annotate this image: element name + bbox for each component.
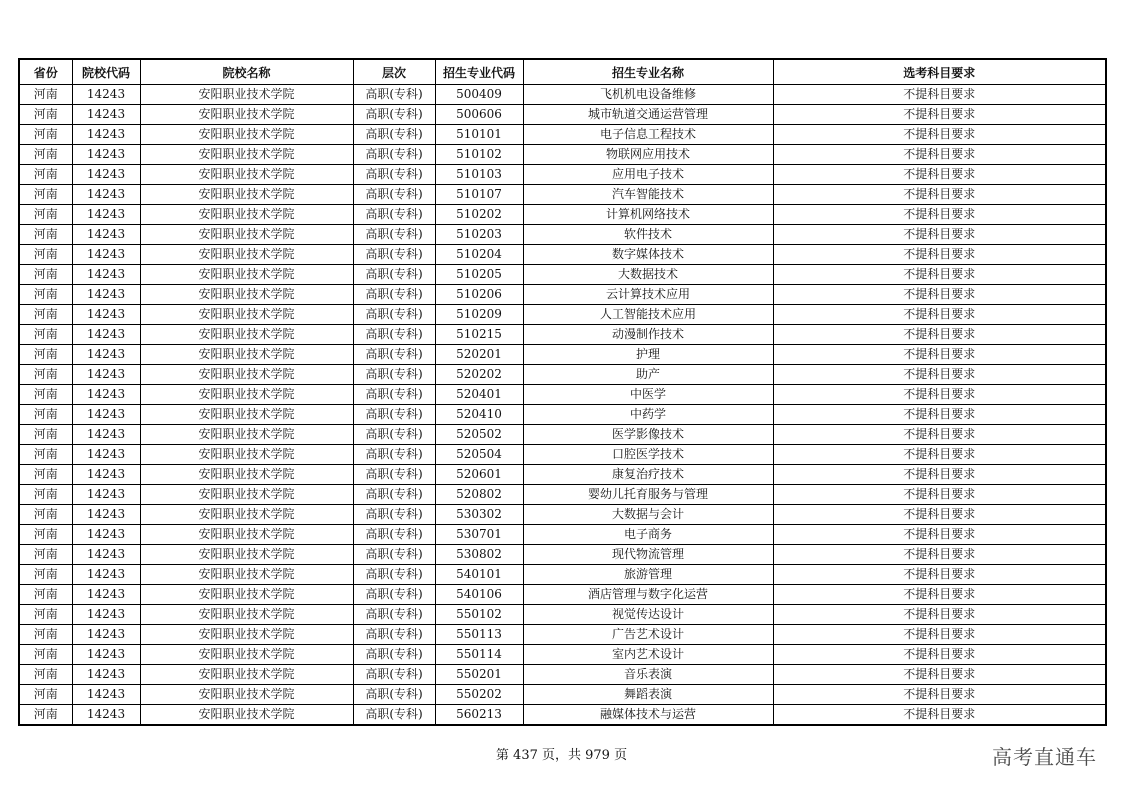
cell-major-name: 舞蹈表演	[523, 685, 773, 705]
cell-major-code: 530302	[435, 505, 523, 525]
column-header-major-name: 招生专业名称	[523, 59, 773, 85]
cell-level: 高职(专科)	[353, 565, 435, 585]
cell-school-name: 安阳职业技术学院	[140, 465, 353, 485]
cell-province: 河南	[19, 365, 72, 385]
cell-major-code: 510209	[435, 305, 523, 325]
cell-major-code: 510205	[435, 265, 523, 285]
page-number: 第 437 页，共 979 页	[495, 748, 628, 763]
cell-subject-requirement: 不提科目要求	[773, 605, 1106, 625]
cell-level: 高职(专科)	[353, 245, 435, 265]
cell-major-name: 融媒体技术与运营	[523, 705, 773, 726]
cell-school-name: 安阳职业技术学院	[140, 605, 353, 625]
cell-major-code: 560213	[435, 705, 523, 726]
cell-level: 高职(专科)	[353, 545, 435, 565]
table-row	[19, 625, 1106, 645]
cell-school-name: 安阳职业技术学院	[140, 325, 353, 345]
cell-subject-requirement: 不提科目要求	[773, 665, 1106, 685]
cell-school-name: 安阳职业技术学院	[140, 665, 353, 685]
cell-major-name: 康复治疗技术	[523, 465, 773, 485]
cell-subject-requirement: 不提科目要求	[773, 525, 1106, 545]
cell-subject-requirement: 不提科目要求	[773, 325, 1106, 345]
cell-major-code: 510202	[435, 205, 523, 225]
cell-major-name: 护理	[523, 345, 773, 365]
table-row	[19, 345, 1106, 365]
table-row	[19, 205, 1106, 225]
cell-school-code: 14243	[72, 425, 140, 445]
column-header-subject-requirement: 选考科目要求	[773, 59, 1106, 85]
cell-subject-requirement: 不提科目要求	[773, 445, 1106, 465]
cell-school-code: 14243	[72, 665, 140, 685]
cell-major-code: 510215	[435, 325, 523, 345]
cell-school-code: 14243	[72, 265, 140, 285]
cell-province: 河南	[19, 625, 72, 645]
cell-school-name: 安阳职业技术学院	[140, 185, 353, 205]
cell-major-code: 550114	[435, 645, 523, 665]
table-row	[19, 385, 1106, 405]
cell-province: 河南	[19, 585, 72, 605]
cell-province: 河南	[19, 605, 72, 625]
cell-subject-requirement: 不提科目要求	[773, 285, 1106, 305]
cell-major-code: 510102	[435, 145, 523, 165]
cell-major-name: 酒店管理与数字化运营	[523, 585, 773, 605]
cell-subject-requirement: 不提科目要求	[773, 625, 1106, 645]
cell-major-name: 大数据技术	[523, 265, 773, 285]
table-row	[19, 645, 1106, 665]
cell-level: 高职(专科)	[353, 225, 435, 245]
table-row	[19, 305, 1106, 325]
table-row	[19, 425, 1106, 445]
cell-school-code: 14243	[72, 245, 140, 265]
cell-major-name: 音乐表演	[523, 665, 773, 685]
cell-school-name: 安阳职业技术学院	[140, 405, 353, 425]
cell-major-code: 520201	[435, 345, 523, 365]
cell-major-code: 520802	[435, 485, 523, 505]
cell-major-code: 550102	[435, 605, 523, 625]
cell-school-code: 14243	[72, 445, 140, 465]
cell-subject-requirement: 不提科目要求	[773, 225, 1106, 245]
cell-school-code: 14243	[72, 385, 140, 405]
table-row	[19, 105, 1106, 125]
cell-school-name: 安阳职业技术学院	[140, 225, 353, 245]
cell-school-name: 安阳职业技术学院	[140, 165, 353, 185]
cell-subject-requirement: 不提科目要求	[773, 545, 1106, 565]
cell-major-code: 510206	[435, 285, 523, 305]
cell-level: 高职(专科)	[353, 125, 435, 145]
table-row	[19, 505, 1106, 525]
cell-major-name: 中医学	[523, 385, 773, 405]
cell-province: 河南	[19, 305, 72, 325]
cell-major-code: 510101	[435, 125, 523, 145]
cell-school-code: 14243	[72, 285, 140, 305]
cell-school-code: 14243	[72, 145, 140, 165]
cell-school-code: 14243	[72, 465, 140, 485]
cell-province: 河南	[19, 425, 72, 445]
cell-school-name: 安阳职业技术学院	[140, 505, 353, 525]
cell-level: 高职(专科)	[353, 685, 435, 705]
cell-school-name: 安阳职业技术学院	[140, 105, 353, 125]
table-row	[19, 485, 1106, 505]
column-header-major-code: 招生专业代码	[435, 59, 523, 85]
cell-school-name: 安阳职业技术学院	[140, 445, 353, 465]
cell-subject-requirement: 不提科目要求	[773, 465, 1106, 485]
cell-major-code: 520601	[435, 465, 523, 485]
cell-major-code: 540106	[435, 585, 523, 605]
cell-province: 河南	[19, 225, 72, 245]
table-row	[19, 165, 1106, 185]
cell-major-name: 电子商务	[523, 525, 773, 545]
cell-level: 高职(专科)	[353, 445, 435, 465]
cell-subject-requirement: 不提科目要求	[773, 565, 1106, 585]
cell-school-code: 14243	[72, 625, 140, 645]
cell-school-name: 安阳职业技术学院	[140, 485, 353, 505]
cell-province: 河南	[19, 105, 72, 125]
cell-school-code: 14243	[72, 645, 140, 665]
cell-major-code: 500409	[435, 85, 523, 105]
cell-major-name: 大数据与会计	[523, 505, 773, 525]
cell-school-name: 安阳职业技术学院	[140, 705, 353, 726]
cell-school-name: 安阳职业技术学院	[140, 205, 353, 225]
cell-major-code: 550201	[435, 665, 523, 685]
cell-level: 高职(专科)	[353, 525, 435, 545]
cell-major-name: 视觉传达设计	[523, 605, 773, 625]
cell-subject-requirement: 不提科目要求	[773, 145, 1106, 165]
cell-major-name: 计算机网络技术	[523, 205, 773, 225]
cell-level: 高职(专科)	[353, 625, 435, 645]
cell-school-code: 14243	[72, 365, 140, 385]
cell-province: 河南	[19, 645, 72, 665]
cell-province: 河南	[19, 165, 72, 185]
table-row	[19, 185, 1106, 205]
cell-level: 高职(专科)	[353, 365, 435, 385]
cell-school-name: 安阳职业技术学院	[140, 385, 353, 405]
cell-school-code: 14243	[72, 485, 140, 505]
cell-subject-requirement: 不提科目要求	[773, 265, 1106, 285]
cell-province: 河南	[19, 185, 72, 205]
cell-province: 河南	[19, 265, 72, 285]
cell-major-name: 动漫制作技术	[523, 325, 773, 345]
cell-level: 高职(专科)	[353, 345, 435, 365]
cell-level: 高职(专科)	[353, 265, 435, 285]
cell-major-name: 数字媒体技术	[523, 245, 773, 265]
table-row	[19, 665, 1106, 685]
cell-subject-requirement: 不提科目要求	[773, 705, 1106, 726]
table-row	[19, 685, 1106, 705]
cell-subject-requirement: 不提科目要求	[773, 105, 1106, 125]
cell-subject-requirement: 不提科目要求	[773, 365, 1106, 385]
cell-province: 河南	[19, 485, 72, 505]
cell-subject-requirement: 不提科目要求	[773, 685, 1106, 705]
cell-province: 河南	[19, 205, 72, 225]
cell-major-code: 530701	[435, 525, 523, 545]
cell-major-name: 中药学	[523, 405, 773, 425]
table-row	[19, 445, 1106, 465]
cell-province: 河南	[19, 705, 72, 726]
cell-school-name: 安阳职业技术学院	[140, 125, 353, 145]
cell-level: 高职(专科)	[353, 585, 435, 605]
table-body	[19, 85, 1106, 726]
cell-school-name: 安阳职业技术学院	[140, 145, 353, 165]
column-header-level: 层次	[353, 59, 435, 85]
cell-province: 河南	[19, 525, 72, 545]
cell-subject-requirement: 不提科目要求	[773, 405, 1106, 425]
cell-school-code: 14243	[72, 685, 140, 705]
cell-school-code: 14243	[72, 225, 140, 245]
cell-level: 高职(专科)	[353, 325, 435, 345]
cell-province: 河南	[19, 505, 72, 525]
table-row	[19, 245, 1106, 265]
table-row	[19, 525, 1106, 545]
table-row	[19, 225, 1106, 245]
cell-major-name: 助产	[523, 365, 773, 385]
cell-province: 河南	[19, 405, 72, 425]
table-row	[19, 125, 1106, 145]
cell-major-name: 室内艺术设计	[523, 645, 773, 665]
cell-level: 高职(专科)	[353, 185, 435, 205]
table-row	[19, 545, 1106, 565]
table-row	[19, 705, 1106, 726]
cell-level: 高职(专科)	[353, 505, 435, 525]
cell-level: 高职(专科)	[353, 425, 435, 445]
cell-major-name: 城市轨道交通运营管理	[523, 105, 773, 125]
cell-level: 高职(专科)	[353, 305, 435, 325]
cell-major-name: 云计算技术应用	[523, 285, 773, 305]
cell-major-code: 520502	[435, 425, 523, 445]
cell-subject-requirement: 不提科目要求	[773, 185, 1106, 205]
table-row	[19, 585, 1106, 605]
cell-school-code: 14243	[72, 405, 140, 425]
cell-major-name: 医学影像技术	[523, 425, 773, 445]
cell-level: 高职(专科)	[353, 705, 435, 726]
cell-school-name: 安阳职业技术学院	[140, 645, 353, 665]
cell-level: 高职(专科)	[353, 105, 435, 125]
column-header-province: 省份	[19, 59, 72, 85]
cell-major-code: 550113	[435, 625, 523, 645]
cell-province: 河南	[19, 325, 72, 345]
cell-level: 高职(专科)	[353, 605, 435, 625]
cell-province: 河南	[19, 145, 72, 165]
cell-level: 高职(专科)	[353, 205, 435, 225]
cell-school-code: 14243	[72, 85, 140, 105]
cell-major-code: 510203	[435, 225, 523, 245]
cell-subject-requirement: 不提科目要求	[773, 385, 1106, 405]
cell-major-code: 520504	[435, 445, 523, 465]
cell-school-code: 14243	[72, 205, 140, 225]
table-row	[19, 85, 1106, 105]
cell-province: 河南	[19, 565, 72, 585]
table-row	[19, 565, 1106, 585]
table-header-row	[19, 59, 1106, 85]
cell-level: 高职(专科)	[353, 405, 435, 425]
column-header-school-code: 院校代码	[72, 59, 140, 85]
cell-major-code: 500606	[435, 105, 523, 125]
table-row	[19, 285, 1106, 305]
cell-school-name: 安阳职业技术学院	[140, 685, 353, 705]
cell-school-name: 安阳职业技术学院	[140, 245, 353, 265]
cell-major-code: 540101	[435, 565, 523, 585]
cell-school-name: 安阳职业技术学院	[140, 425, 353, 445]
cell-school-code: 14243	[72, 585, 140, 605]
cell-school-code: 14243	[72, 325, 140, 345]
cell-major-name: 旅游管理	[523, 565, 773, 585]
table-row	[19, 365, 1106, 385]
cell-school-name: 安阳职业技术学院	[140, 365, 353, 385]
cell-school-code: 14243	[72, 505, 140, 525]
cell-level: 高职(专科)	[353, 465, 435, 485]
cell-subject-requirement: 不提科目要求	[773, 125, 1106, 145]
cell-major-code: 510107	[435, 185, 523, 205]
cell-major-name: 广告艺术设计	[523, 625, 773, 645]
cell-major-name: 现代物流管理	[523, 545, 773, 565]
cell-subject-requirement: 不提科目要求	[773, 165, 1106, 185]
cell-major-name: 飞机机电设备维修	[523, 85, 773, 105]
cell-school-code: 14243	[72, 705, 140, 726]
cell-major-code: 510103	[435, 165, 523, 185]
cell-school-name: 安阳职业技术学院	[140, 345, 353, 365]
cell-major-code: 510204	[435, 245, 523, 265]
cell-level: 高职(专科)	[353, 145, 435, 165]
cell-level: 高职(专科)	[353, 485, 435, 505]
cell-province: 河南	[19, 85, 72, 105]
cell-subject-requirement: 不提科目要求	[773, 245, 1106, 265]
cell-school-code: 14243	[72, 545, 140, 565]
cell-subject-requirement: 不提科目要求	[773, 425, 1106, 445]
cell-school-name: 安阳职业技术学院	[140, 525, 353, 545]
table-row	[19, 465, 1106, 485]
cell-major-name: 应用电子技术	[523, 165, 773, 185]
cell-school-code: 14243	[72, 565, 140, 585]
cell-province: 河南	[19, 465, 72, 485]
column-header-school-name: 院校名称	[140, 59, 353, 85]
cell-major-code: 550202	[435, 685, 523, 705]
cell-level: 高职(专科)	[353, 665, 435, 685]
cell-subject-requirement: 不提科目要求	[773, 645, 1106, 665]
cell-school-name: 安阳职业技术学院	[140, 285, 353, 305]
cell-major-name: 人工智能技术应用	[523, 305, 773, 325]
table-row	[19, 605, 1106, 625]
cell-province: 河南	[19, 345, 72, 365]
cell-major-code: 520401	[435, 385, 523, 405]
cell-subject-requirement: 不提科目要求	[773, 505, 1106, 525]
cell-subject-requirement: 不提科目要求	[773, 205, 1106, 225]
cell-school-name: 安阳职业技术学院	[140, 585, 353, 605]
cell-major-code: 520202	[435, 365, 523, 385]
cell-school-code: 14243	[72, 105, 140, 125]
cell-major-name: 口腔医学技术	[523, 445, 773, 465]
cell-school-name: 安阳职业技术学院	[140, 85, 353, 105]
cell-level: 高职(专科)	[353, 645, 435, 665]
cell-province: 河南	[19, 385, 72, 405]
cell-subject-requirement: 不提科目要求	[773, 305, 1106, 325]
cell-school-code: 14243	[72, 525, 140, 545]
cell-school-name: 安阳职业技术学院	[140, 625, 353, 645]
cell-school-name: 安阳职业技术学院	[140, 265, 353, 285]
cell-school-code: 14243	[72, 185, 140, 205]
cell-level: 高职(专科)	[353, 285, 435, 305]
cell-province: 河南	[19, 445, 72, 465]
cell-subject-requirement: 不提科目要求	[773, 485, 1106, 505]
cell-province: 河南	[19, 665, 72, 685]
cell-subject-requirement: 不提科目要求	[773, 85, 1106, 105]
cell-province: 河南	[19, 245, 72, 265]
watermark: 高考直通车	[992, 745, 1097, 769]
cell-province: 河南	[19, 545, 72, 565]
cell-province: 河南	[19, 685, 72, 705]
cell-school-name: 安阳职业技术学院	[140, 305, 353, 325]
cell-school-code: 14243	[72, 305, 140, 325]
cell-level: 高职(专科)	[353, 85, 435, 105]
cell-school-code: 14243	[72, 605, 140, 625]
cell-major-name: 软件技术	[523, 225, 773, 245]
table-row	[19, 325, 1106, 345]
cell-level: 高职(专科)	[353, 385, 435, 405]
cell-school-name: 安阳职业技术学院	[140, 545, 353, 565]
cell-subject-requirement: 不提科目要求	[773, 585, 1106, 605]
cell-school-code: 14243	[72, 165, 140, 185]
cell-major-name: 电子信息工程技术	[523, 125, 773, 145]
cell-school-code: 14243	[72, 125, 140, 145]
cell-major-name: 物联网应用技术	[523, 145, 773, 165]
cell-school-name: 安阳职业技术学院	[140, 565, 353, 585]
cell-subject-requirement: 不提科目要求	[773, 345, 1106, 365]
enrollment-table	[18, 58, 1107, 726]
cell-province: 河南	[19, 125, 72, 145]
cell-major-code: 520410	[435, 405, 523, 425]
table-row	[19, 405, 1106, 425]
cell-major-name: 婴幼儿托育服务与管理	[523, 485, 773, 505]
table-row	[19, 145, 1106, 165]
table-row	[19, 265, 1106, 285]
cell-level: 高职(专科)	[353, 165, 435, 185]
cell-school-code: 14243	[72, 345, 140, 365]
cell-major-code: 530802	[435, 545, 523, 565]
cell-major-name: 汽车智能技术	[523, 185, 773, 205]
cell-province: 河南	[19, 285, 72, 305]
